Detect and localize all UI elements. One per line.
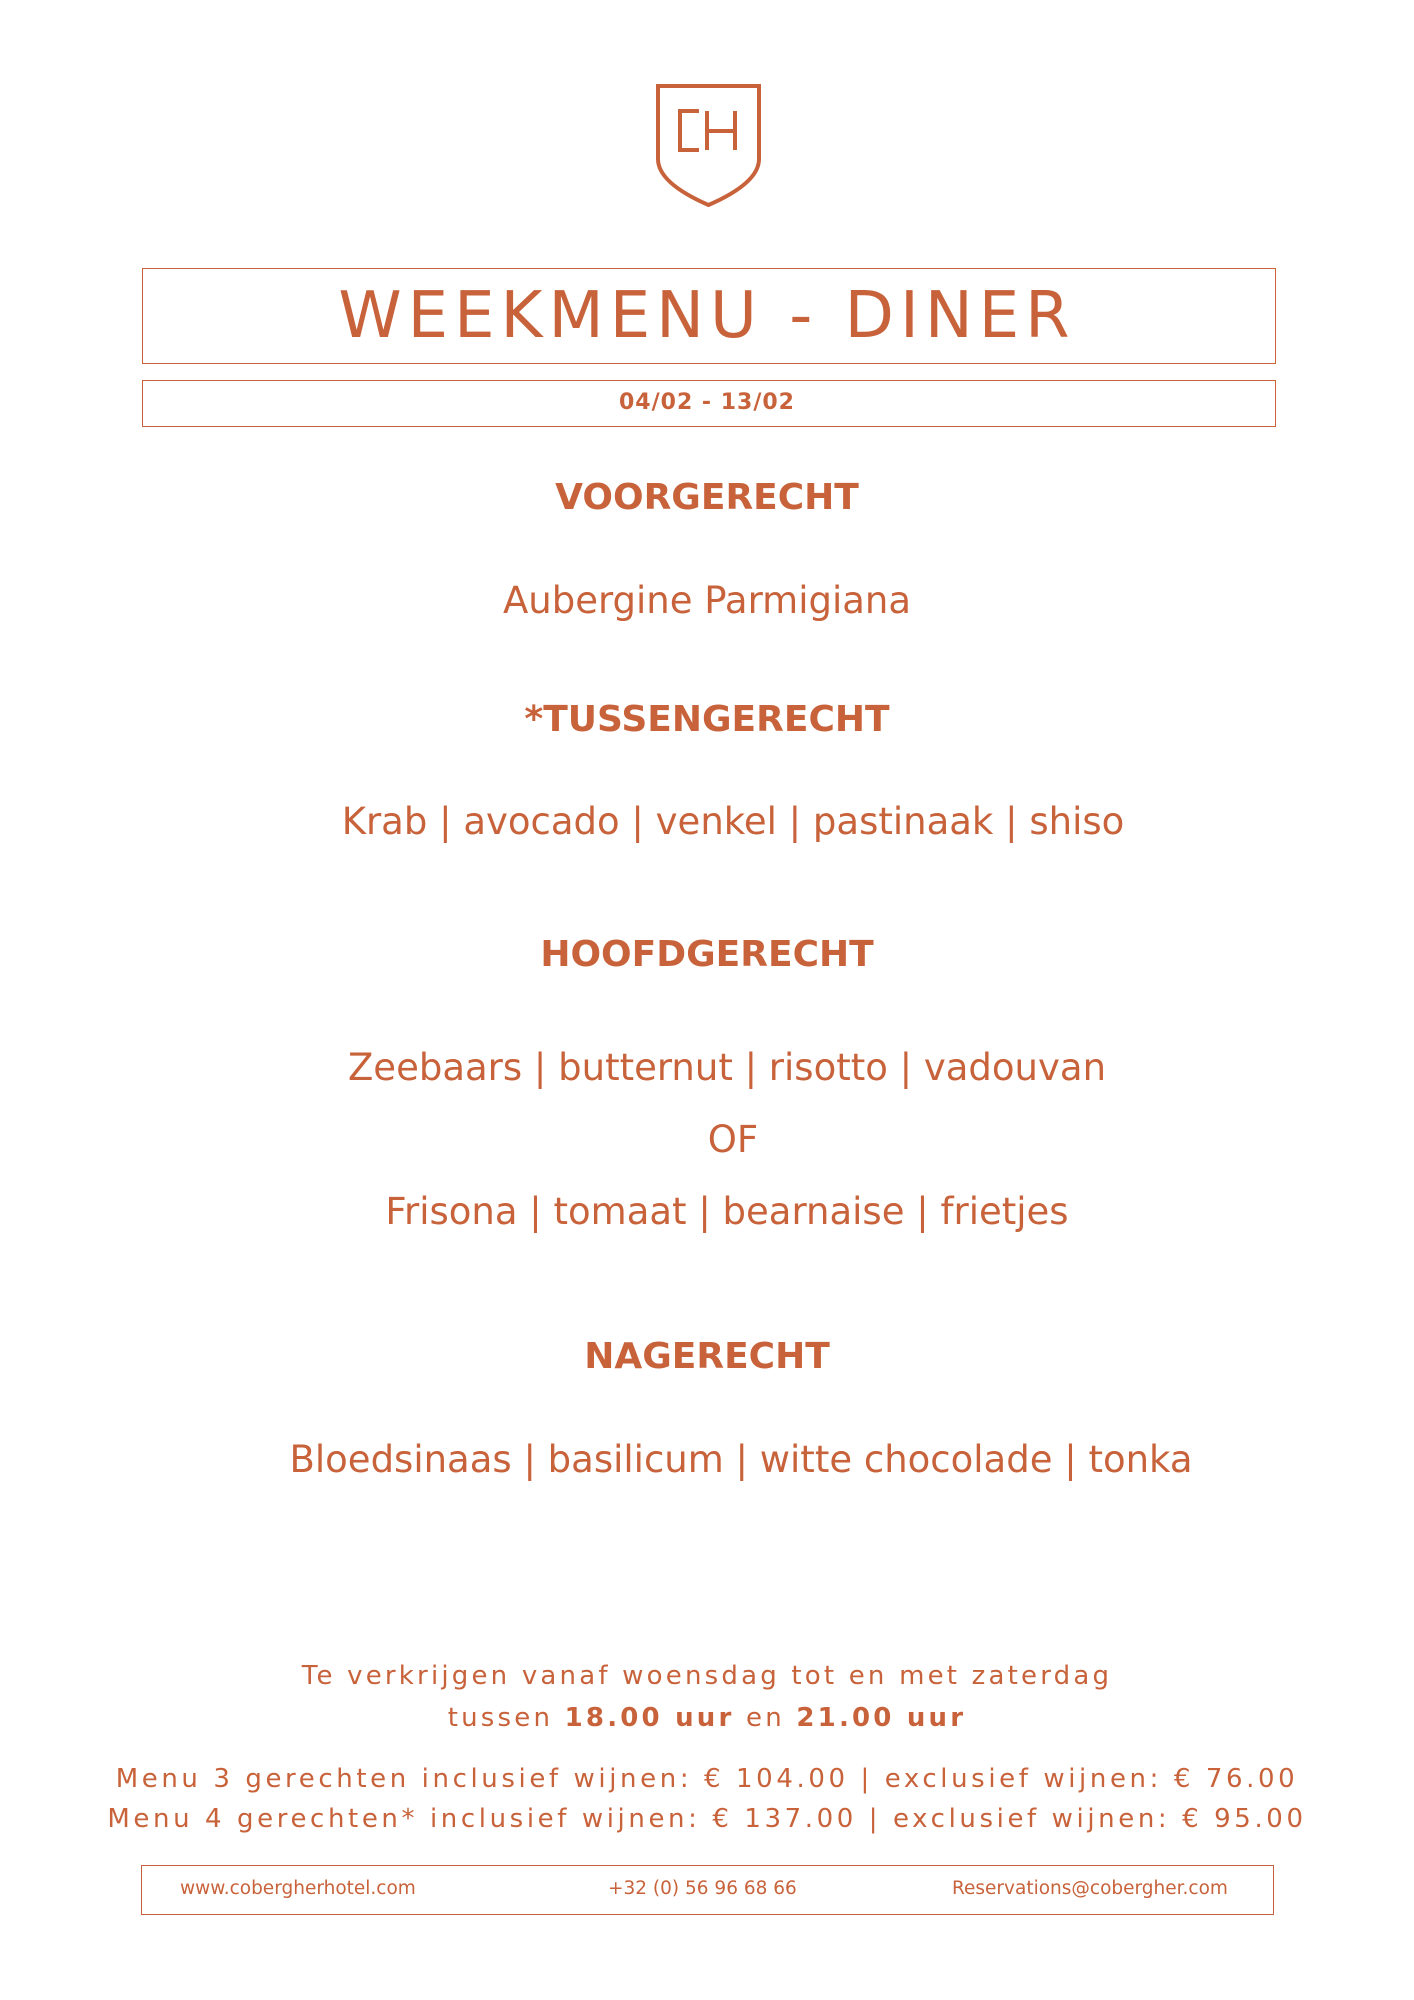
dish-tussengerecht: Krab | avocado | venkel | pastinaak | shiso (341, 800, 1125, 843)
availability-connector: en (746, 1703, 785, 1733)
availability-prefix: tussen (447, 1703, 554, 1733)
footer-email-link[interactable]: Reservations@cobergher.com (952, 1878, 1228, 1899)
price-menu-3: Menu 3 gerechten inclusief wijnen: € 104.00 | exclusief wijnen: € 76.00 (115, 1764, 1299, 1794)
date-range: 04/02 - 13/02 (619, 390, 795, 415)
course-heading-voorgerecht: VOORGERECHT (555, 477, 859, 518)
ch-shield-logo (655, 83, 762, 208)
dish-hoofdgerecht-2: Frisona | tomaat | bearnaise | frietjes (385, 1190, 1069, 1233)
course-heading-tussengerecht: *TUSSENGERECHT (524, 699, 890, 740)
availability-days: Te verkrijgen vanaf woensdag tot en met zaterdag (301, 1661, 1113, 1691)
course-heading-nagerecht: NAGERECHT (584, 1336, 830, 1377)
dish-nagerecht: Bloedsinaas | basilicum | witte chocolade | tonka (289, 1438, 1193, 1481)
availability-start-time: 18.00 uur (564, 1703, 735, 1733)
footer-phone[interactable]: +32 (0) 56 96 68 66 (608, 1878, 797, 1899)
dish-voorgerecht: Aubergine Parmigiana (502, 579, 912, 622)
availability-hours (0, 1701, 1414, 1735)
course-heading-hoofdgerecht: HOOFDGERECHT (540, 934, 874, 975)
availability-end-time: 21.00 uur (796, 1703, 967, 1733)
footer-website-link[interactable]: www.cobergherhotel.com (180, 1878, 416, 1899)
page-title: WEEKMENU - DINER (338, 279, 1076, 353)
price-menu-4: Menu 4 gerechten* inclusief wijnen: € 137.00 | exclusief wijnen: € 95.00 (107, 1804, 1307, 1834)
dish-separator-of: OF (707, 1118, 759, 1161)
dish-hoofdgerecht-1: Zeebaars | butternut | risotto | vadouvan (347, 1046, 1107, 1089)
